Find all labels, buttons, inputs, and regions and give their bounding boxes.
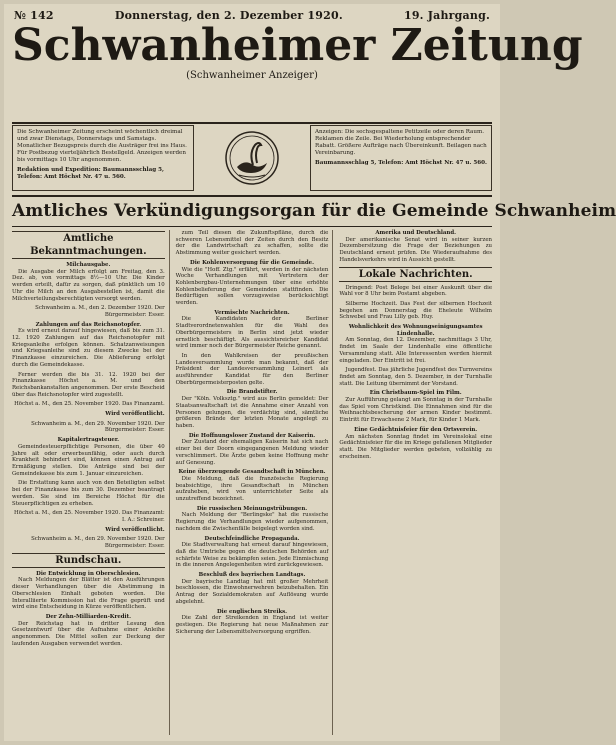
signature: Höchst a. M., den 25. November 1920. Das Finanzamt: I. A.: Schreiner. xyxy=(14,510,165,523)
article-heading: Die Hoffnungsloser Zustand der Kaiserin. xyxy=(188,432,316,439)
newspaper-title: Schwanheimer Zeitung xyxy=(12,20,583,71)
section-heading: Lokale Nachrichten. xyxy=(339,267,492,282)
signature: Höchst a. M., den 25. November 1920. Das Finanzamt. xyxy=(14,401,165,408)
advertising-info-box xyxy=(310,125,492,191)
issue-date: Donnerstag, den 2. Dezember 1920. xyxy=(114,8,343,22)
article-text: Ferner werden die bis 31. 12. 1920 bei der Finanzkasse Höchst a. M. und den Reichsbankanstalten angenommen. Der erste Bescheid über das Reichsnotopfer wird zugestellt. xyxy=(12,371,165,398)
article-heading: Die russischen Meinungstrübungen. xyxy=(196,505,308,512)
divider-rule xyxy=(12,226,492,227)
subscription-info-text: Die Schwanheimer Zeitung erscheint wöchentlich dreimal und zwar Dienstags, Donnerstags und Samstags. Monatlicher Bezugspreis durch die Austräger frei ins Haus. Für Postbezug vierteljährlich Bestellgeld. Anzeigen werden bis vormittags 10 Uhr angenommen. xyxy=(17,129,187,163)
article-text: Der bayrische Landtag hat mit großer Mehrheit beschlossen, die Einwohnerwehren beizubehalten. Ein Antrag der Sozialdemokraten auf Auflösung wurde abgelehnt. xyxy=(175,578,329,605)
newspaper-subtitle: (Schwanheimer Anzeiger) xyxy=(186,70,318,81)
article-heading: Ein Christbaum-Spiel im Film. xyxy=(369,390,462,397)
subscription-info-box xyxy=(12,125,194,191)
swan-emblem-icon xyxy=(206,125,298,191)
article-heading: Beschluß des bayrischen Landtags. xyxy=(198,572,306,579)
article-text: Der Zustand der ehemaligen Kaiserin hat sich nach einer bei der Doorn eingegangenen Meldung wieder verschlimmert. Die Ärzte geben keine Hoffnung mehr auf Genesung. xyxy=(175,439,329,466)
article-text: Die Stadtverwaltung hat erneut darauf hingewiesen, daß die Umtriebe gegen die deutschen Behörden auf schärfste Weise zu bekämpfen seien. Jede Einmischung in die inneren Angelegenheiten wird zurückgewiesen. xyxy=(175,542,329,569)
section-heading: Rundschau. xyxy=(12,553,165,568)
article-text: Dringend: Post Belege bei einer Auskunft über die Wahl vor 8 Uhr beim Postamt abgeben. xyxy=(339,284,493,298)
article-text: Der amerikanische Senat wird in seiner kurzen Dezembersitzung die Frage der Beziehungen zu Deutschland erneut prüfen. Die Wiederaufnahme des Handelsverkehrs wird in Aussicht gestellt. xyxy=(339,236,493,263)
article-heading: Kapitalertragsteuer. xyxy=(57,437,120,444)
article-heading: Wohnlichkeit des Wohnungseinigungsamtes Lindenhalle. xyxy=(348,324,483,337)
article-text: Nach Meldung der "Berlingske" hat die russische Regierung die Verhandlungen wieder aufgenommen, nachdem die Zwischenfälle beigelegt worden sind. xyxy=(175,512,329,532)
article-text: Der "Köln. Volksztg." wird aus Berlin gemeldet: Der Staatsanwaltschaft ist die Annahme einer Anzahl von Personen gelungen, die verdächtig sind, sämtliche größeren Brände der letzten Monate angelegt zu haben. xyxy=(175,396,329,429)
article-heading: Der Zehn-Milliarden-Kredit. xyxy=(45,613,131,620)
article-text: Der Reichstag hat in dritter Lesung den Gesetzentwurf über die Aufnahme einer Anleihe angenommen. Die Mittel sollen zur Deckung der laufenden Ausgaben verwendet werden. xyxy=(12,620,165,647)
article-heading: Keine überzeugende Gesandtschaft in München. xyxy=(178,469,326,476)
column-3 xyxy=(339,230,492,735)
advertising-info-footer: Baumannsschlag 5, Telefon: Amt Höchst Nr. 47 u. 560. xyxy=(315,160,487,166)
article-heading: Die Brandstifter. xyxy=(226,389,278,396)
article-text: Die Erstattung kann auch von den Beteiligten selbst bei der Finanzkasse bis zum 30. Dezember beantragt werden. Sie sind im Bereiche Höchst für die Steuerpflichtigen zu erheben. xyxy=(12,480,165,507)
article-text: Die Zahl der Streikenden in England ist weiter gestiegen. Die Regierung hat neue Maßnahmen zur Sicherung der Lebensmittelversorgung ergriffen. xyxy=(175,615,329,635)
article-text: Jugendfest. Das jährliche Jugendfest des Turnvereins findet am Sonntag, den 5. Dezember, in der Turnhalle statt. Die Leitung übernimmt der Vorstand. xyxy=(339,367,493,387)
article-heading: Deutschfeindliche Propaganda. xyxy=(204,535,300,542)
publication-note: Wird veröffentlicht. xyxy=(105,526,165,533)
article-heading: Die Entwicklung in Oberschlesien. xyxy=(36,570,141,577)
subscription-info-footer: Redaktion und Expedition: Baumannsschlag 5, Telefon: Amt Höchst Nr. 47 u. 560. xyxy=(17,167,165,180)
article-text: Es wird erneut darauf hingewiesen, daß bis zum 31. 12. 1920 Zahlungen auf das Reichsnotopfer mit Kriegsanleihe erfolgen können. Schatzanweisungen und Kriegsanleihe sind zu diesem Zwecke bei der Finanzkasse einzureichen. Die Ablieferung erfolgt durch die Gemeindekasse. xyxy=(12,328,165,368)
publication-note: Wird veröffentlicht. xyxy=(105,411,165,418)
article-text: Zur Aufführung gelangt am Sonntag in der Turnhalle das Spiel vom Christkind. Die Einnahmen sind für die Weihnachtsbescherung der armen Kinder bestimmt. Eintritt für Erwachsene 2 Mark, für Kinder 1 Mark. xyxy=(339,397,493,424)
article-text: Am Sonntag, den 12. Dezember, nachmittags 3 Uhr, findet im Saale der Lindenhalle eine öffentliche Versammlung statt. Alle Interessenten werden hiermit eingeladen. Der Eintritt ist frei. xyxy=(339,337,493,364)
article-heading: Die englischen Streiks. xyxy=(216,608,288,615)
article-heading: Amerika und Deutschland. xyxy=(375,230,456,236)
divider-rule xyxy=(12,122,492,124)
article-text: Gemeindesteuerpflichtige Personen, die über 40 Jahre alt oder erwerbsunfähig, oder auch durch Krankheit behindert sind, können einen Antrag auf Ermäßigung stellen. Die Anträge sind bei der Gemeindekasse bis zum 1. Januar einzureichen. xyxy=(12,443,165,477)
article-text: zum Teil diesen die Zukunftspfläne, durch die schweren Lebensmittel der Zeiten durch den Besitz der die Landwirtschaft zu schaffen, sollte die Abstimmung weiter gesichert werden. xyxy=(175,230,329,257)
article-text: Die Ausgabe der Milch erfolgt am Freitag, den 3. Dez. ab, von vormittags 8½—10 Uhr. Die Kinder werden erteilt, dafür zu sorgen, daß pünktlich um 10 Uhr die Milch an den Ausgabestellen ist, damit die Milchverteilungsberechtigten versorgt werden. xyxy=(12,268,165,302)
signature: Schwanheim a. M., den 29. November 1920. Der Bürgermeister: Esser. xyxy=(31,420,165,434)
article-heading: Zahlungen auf das Reichsnotopfer. xyxy=(35,321,142,328)
article-text: Die Kandidaten der Berliner Stadtverordnetenwahlen für die Wahl des Oberbürgermeisters in Berlin sind jetzt wieder ernstlich beschäftigt. Als aussichtsreicher Kandidat wird immer noch der Bürgermeister Reiche genannt. xyxy=(175,316,329,350)
article-text: Wie die "Hoff. Ztg." erfährt, werden in der nächsten Woche Verhandlungen mit Vertretern der Kohlenbergbau-Unternehmungen über eine erhöhte Kohlenbelieferung der Gemeinden stattfinden. Die Bedürftigen sollen vorzugsweise berücksichtigt werden. xyxy=(175,266,329,307)
column-2 xyxy=(176,230,334,735)
issue-volume: 19. Jahrgang. xyxy=(403,8,490,22)
article-text: In den Wahlkreisen der preußischen Landesversammlung wurde man bekannt, daß der Präsident der Landesversammlung Leinert als ausführender Kandidat für den Berliner Oberbürgermeisterposten gelte. xyxy=(175,352,329,386)
article-text: Silberne Hochzeit. Das Fest der silbernen Hochzeit begehen am Donnerstag die Eheleute Wilhelm Schwebel und Frau Lilly geb. Huy. xyxy=(339,300,493,321)
issue-number: № 142 xyxy=(14,8,54,22)
signature: Schwanheim a. M., den 2. Dezember 1920. Der Bürgermeister: Esser. xyxy=(35,305,165,318)
article-heading: Milchausgabe. xyxy=(66,262,111,268)
article-text: Die Meldung, daß die französische Regierung beabsichtige, ihre Gesandtschaft in München aufzuheben, wird von unterrichteter Seite als unzutreffend bezeichnet. xyxy=(175,475,329,503)
article-columns xyxy=(12,230,492,735)
article-heading: Vermischte Nachrichten. xyxy=(214,309,290,316)
advertising-info-text: Anzeigen: Die sechsgespaltene Petitzeile oder deren Raum. Reklamen die Zeile. Bei Wiederholung entsprechender Rabatt. Größere Aufträge nach Übereinkunft. Beilagen nach Vereinbarung. xyxy=(315,129,487,156)
official-banner: Amtliches Verkündigungsorgan für die Gemeinde Schwanheim xyxy=(12,201,616,221)
article-heading: Die Kohlenversorgung für die Gemeinde. xyxy=(190,259,314,266)
signature: Schwanheim a. M., den 29. November 1920. Der Bürgermeister: Esser. xyxy=(31,536,165,550)
info-row xyxy=(12,125,492,191)
column-1 xyxy=(12,230,170,735)
section-heading: Amtliche Bekanntmachungen. xyxy=(12,231,165,259)
masthead xyxy=(12,20,583,92)
newspaper-page xyxy=(4,4,616,741)
divider-rule xyxy=(12,195,492,197)
article-heading: Eine Gedächtnisfeier für den Ortsverein. xyxy=(354,426,478,433)
article-text: Nach Meldungen der Blätter ist den Ausführungen dieser Verhandlungen über die Abstimmung in Oberschlesien Einhalt geboten worden. Die Interalliierte Kommission hat die Frage geprüft und wird eine Entscheidung in Kürze veröffentlichen. xyxy=(12,577,165,611)
article-text: Am nächsten Sonntag findet im Vereinslokal eine Gedächtnisfeier für die im Kriege gefallenen Mitglieder statt. Die Mitglieder werden gebeten, vollzählig zu erscheinen. xyxy=(339,433,493,460)
